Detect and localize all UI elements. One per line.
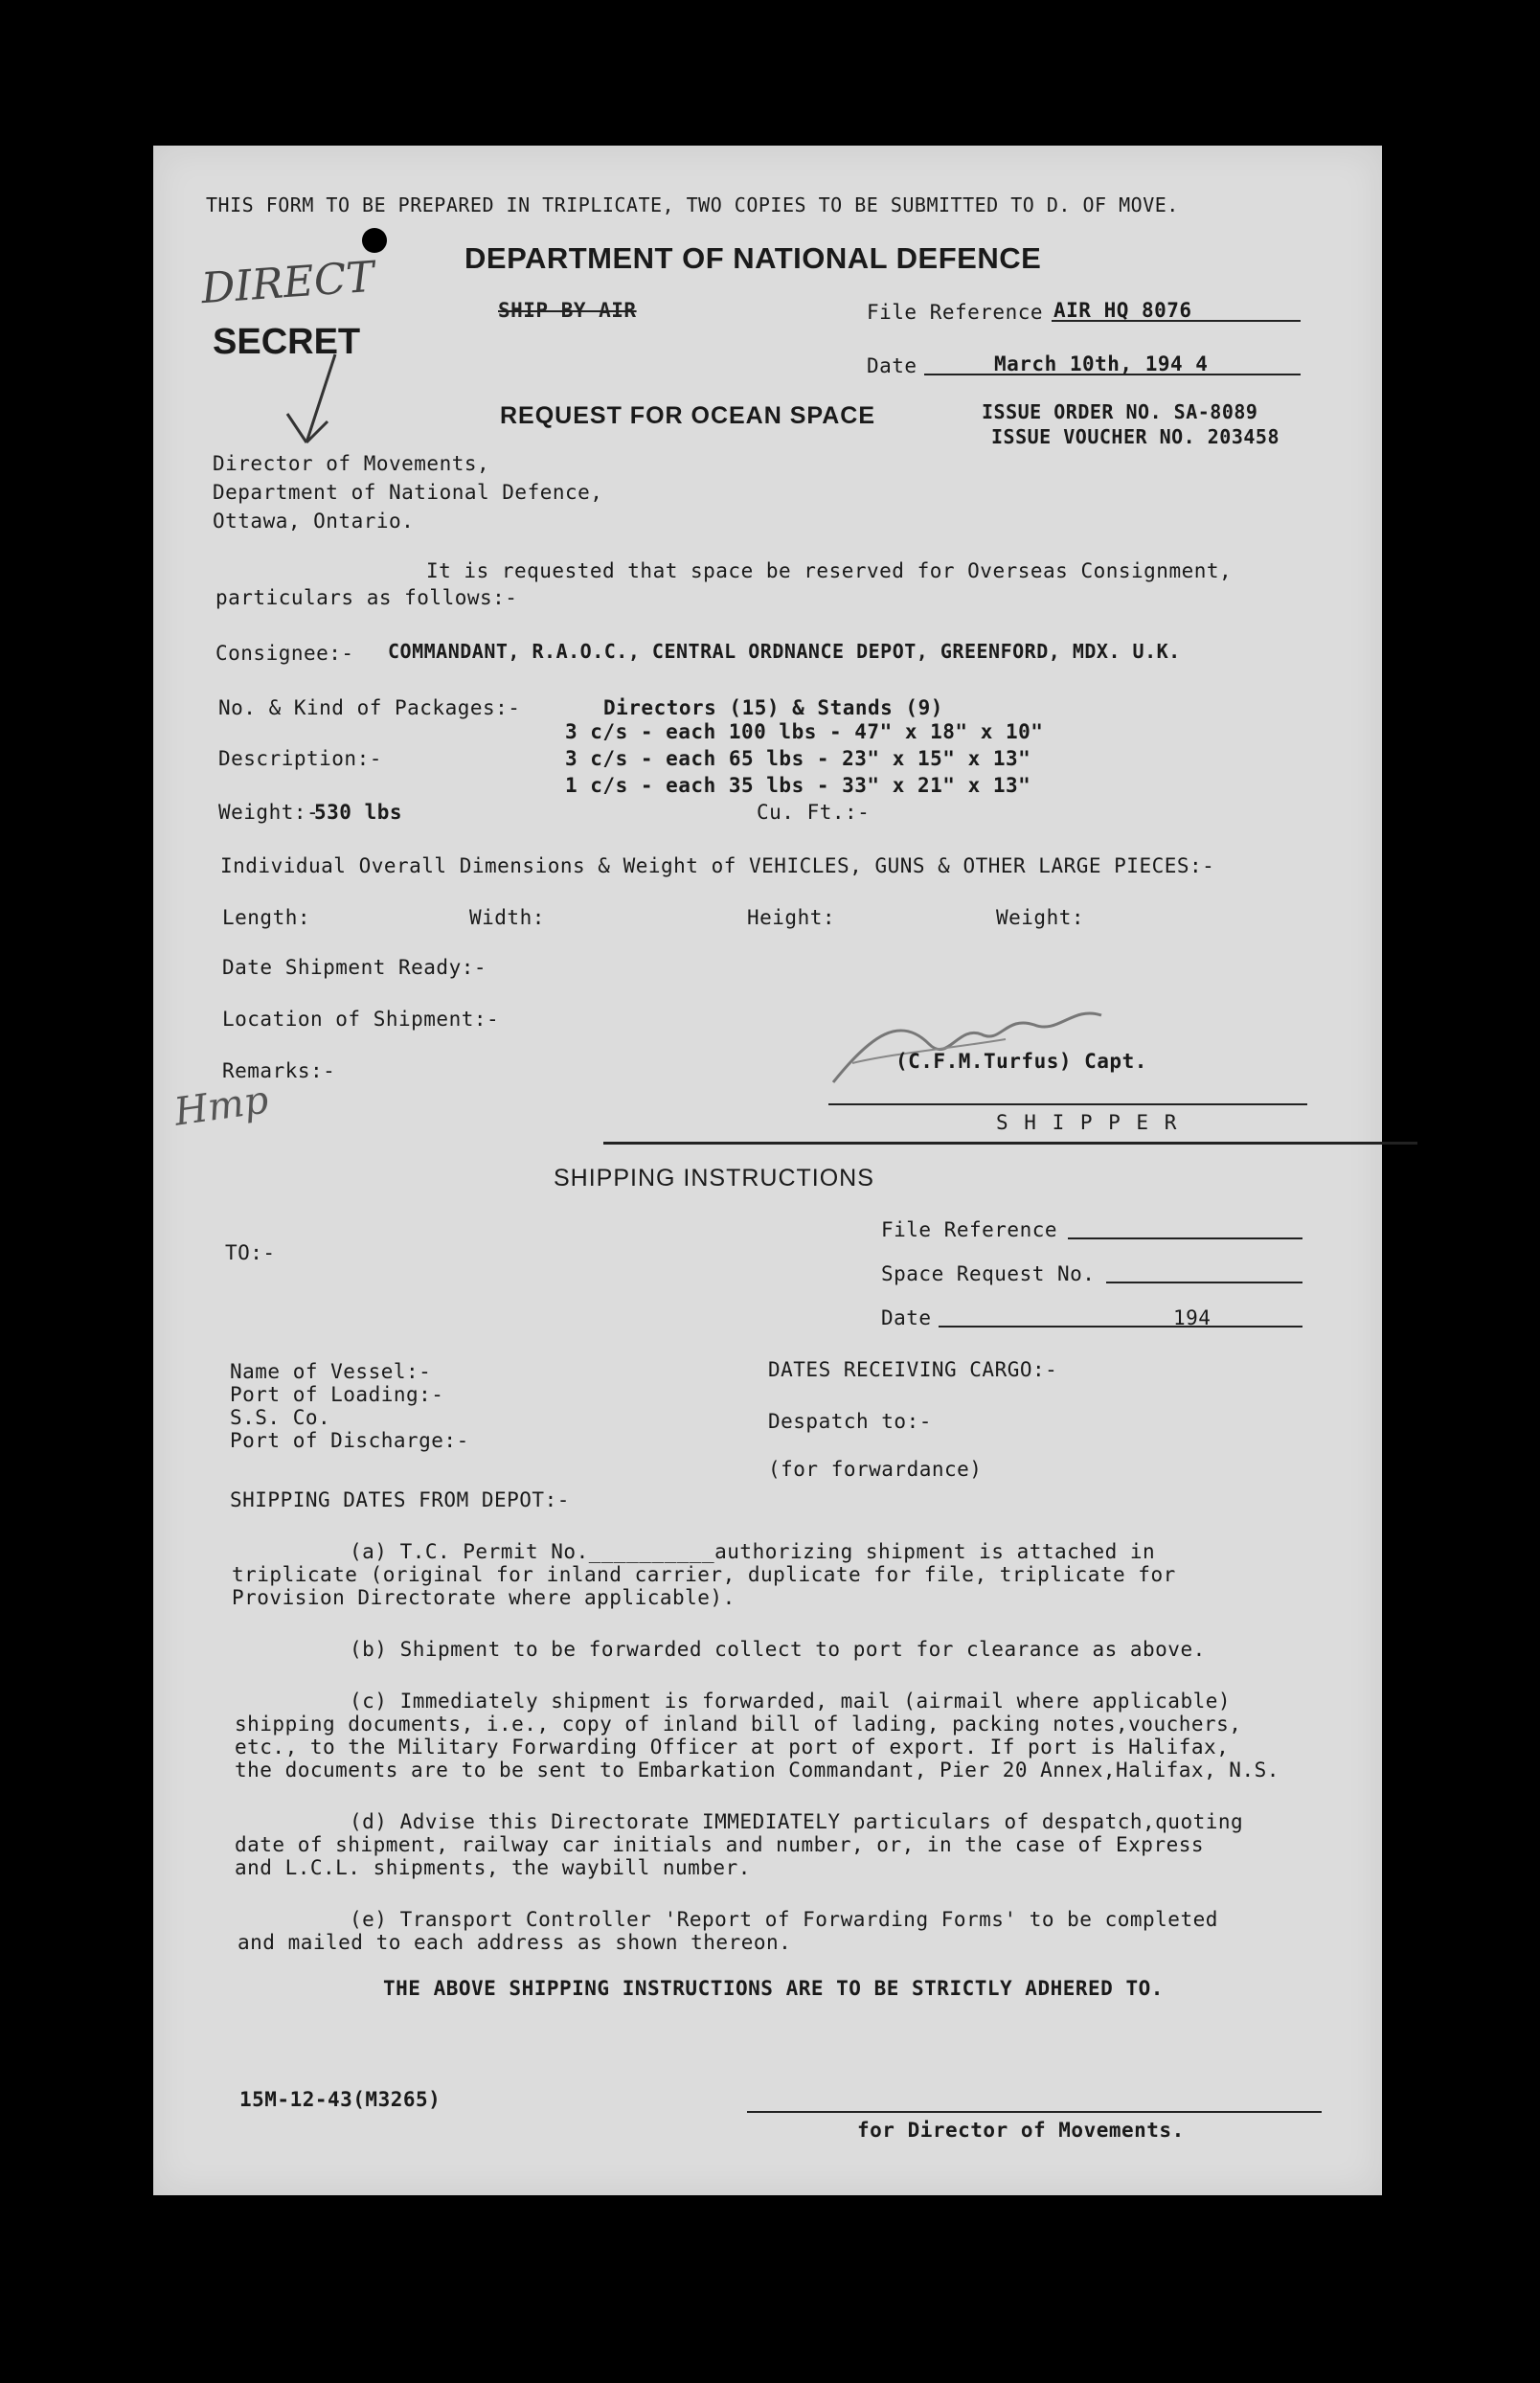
para-c-line-3: etc., to the Military Forwarding Officer at port of export. If port is Halifax, xyxy=(235,1736,1230,1759)
ship-by-air: SHIP BY AIR xyxy=(498,299,637,322)
shipper-signature-line xyxy=(828,1103,1307,1105)
para-b-line-1: (b) Shipment to be forwarded collect to port for clearance as above. xyxy=(350,1638,1206,1661)
handwritten-arrow-icon xyxy=(268,347,354,462)
shipper-label: S H I P P E R xyxy=(996,1111,1179,1134)
port-discharge-label: Port of Discharge:- xyxy=(230,1429,469,1452)
file-reference-value: AIR HQ 8076 xyxy=(1053,299,1192,322)
para-d-line-2: date of shipment, railway car initials and number, or, in the case of Express xyxy=(235,1833,1205,1856)
vessel-label: Name of Vessel:- xyxy=(230,1360,432,1383)
weight-value: 530 lbs xyxy=(314,801,403,824)
case-line-2: 3 c/s - each 65 lbs - 23" x 15" x 13" xyxy=(565,747,1031,770)
handwritten-initials: Hmp xyxy=(171,1078,272,1135)
request-intro-1: It is requested that space be reserved for Overseas Consignment, xyxy=(426,559,1233,582)
port-loading-label: Port of Loading:- xyxy=(230,1383,444,1406)
si-date-year: 194 xyxy=(1173,1306,1212,1329)
para-a-line-1: (a) T.C. Permit No.__________authorizing shipment is attached in xyxy=(350,1540,1156,1563)
height-label: Height: xyxy=(747,906,836,929)
location-label: Location of Shipment:- xyxy=(222,1008,500,1031)
packages-label: No. & Kind of Packages:- xyxy=(218,696,521,719)
length-label: Length: xyxy=(222,906,311,929)
form-instruction: THIS FORM TO BE PREPARED IN TRIPLICATE, TWO COPIES TO BE SUBMITTED TO D. OF MOVE. xyxy=(206,193,1179,216)
para-c-line-1: (c) Immediately shipment is forwarded, mail (airmail where applicable) xyxy=(350,1690,1232,1713)
request-title: REQUEST FOR OCEAN SPACE xyxy=(500,402,876,429)
space-request-label: Space Request No. xyxy=(881,1262,1096,1285)
si-date-label: Date xyxy=(881,1306,932,1329)
si-file-reference-label: File Reference xyxy=(881,1218,1058,1241)
para-c-line-4: the documents are to be sent to Embarkation Commandant, Pier 20 Annex,Halifax, N.S. xyxy=(235,1759,1280,1782)
department-title: DEPARTMENT OF NATIONAL DEFENCE xyxy=(464,241,1042,275)
case-line-1: 3 c/s - each 100 lbs - 47" x 18" x 10" xyxy=(565,720,1044,743)
addressee-line-2: Department of National Defence, xyxy=(213,481,603,504)
date-ready-label: Date Shipment Ready:- xyxy=(222,956,487,979)
para-e-line-2: and mailed to each address as shown thereon. xyxy=(238,1931,792,1954)
para-a-line-3: Provision Directorate where applicable). xyxy=(232,1586,736,1609)
shipper-name: (C.F.M.Turfus) Capt. xyxy=(895,1050,1147,1073)
punch-hole-dot xyxy=(362,228,387,253)
para-c-line-2: shipping documents, i.e., copy of inland bill of lading, packing notes,vouchers, xyxy=(235,1713,1242,1736)
closing-statement: THE ABOVE SHIPPING INSTRUCTIONS ARE TO BE STRICTLY ADHERED TO. xyxy=(383,1977,1164,2000)
addressee-line-3: Ottawa, Ontario. xyxy=(213,510,415,533)
para-e-line-1: (e) Transport Controller 'Report of Forwarding Forms' to be completed xyxy=(350,1908,1218,1931)
shipper-signature xyxy=(814,996,1140,1101)
si-date-line xyxy=(939,1326,1302,1328)
section-divider xyxy=(603,1142,1417,1145)
consignee-value: COMMANDANT, R.A.O.C., CENTRAL ORDNANCE DEPOT, GREENFORD, MDX. U.K. xyxy=(388,640,1181,663)
ss-co-label: S.S. Co. xyxy=(230,1406,331,1429)
para-d-line-1: (d) Advise this Directorate IMMEDIATELY particulars of despatch,quoting xyxy=(350,1810,1244,1833)
width-label: Width: xyxy=(469,906,545,929)
shipping-dates-label: SHIPPING DATES FROM DEPOT:- xyxy=(230,1488,570,1511)
director-signature-line xyxy=(747,2111,1322,2113)
individual-dimensions-label: Individual Overall Dimensions & Weight of VEHICLES, GUNS & OTHER LARGE PIECES:- xyxy=(220,854,1215,877)
to-label: TO:- xyxy=(225,1241,276,1264)
cuft-label: Cu. Ft.:- xyxy=(757,801,871,824)
form-number: 15M-12-43(M3265) xyxy=(239,2088,442,2111)
form-page xyxy=(153,146,1382,2195)
issue-order: ISSUE ORDER NO. SA-8089 xyxy=(982,400,1258,423)
para-d-line-3: and L.C.L. shipments, the waybill number. xyxy=(235,1856,751,1879)
issue-voucher: ISSUE VOUCHER NO. 203458 xyxy=(991,425,1280,448)
director-signoff: for Director of Movements. xyxy=(857,2119,1185,2142)
packages-value: Directors (15) & Stands (9) xyxy=(603,696,943,719)
consignee-label: Consignee:- xyxy=(215,642,354,665)
space-request-line xyxy=(1106,1282,1302,1283)
request-intro-2: particulars as follows:- xyxy=(215,586,518,609)
shipping-instructions-title: SHIPPING INSTRUCTIONS xyxy=(554,1165,874,1192)
secret-stamp: SECRET xyxy=(213,322,361,362)
despatch-label: Despatch to:- xyxy=(768,1410,932,1433)
si-file-reference-line xyxy=(1068,1237,1302,1239)
remarks-label: Remarks:- xyxy=(222,1059,336,1082)
date-value: March 10th, 194 4 xyxy=(994,352,1209,375)
file-reference-label: File Reference xyxy=(867,301,1044,324)
weight-label: Weight:- xyxy=(218,801,320,824)
case-line-3: 1 c/s - each 35 lbs - 33" x 21" x 13" xyxy=(565,774,1031,797)
date-label: Date xyxy=(867,354,917,377)
description-label: Description:- xyxy=(218,747,382,770)
forwardance-label: (for forwardance) xyxy=(768,1458,983,1481)
dates-receiving-label: DATES RECEIVING CARGO:- xyxy=(768,1358,1058,1381)
addressee-line-1: Director of Movements, xyxy=(213,452,490,475)
weight2-label: Weight: xyxy=(996,906,1085,929)
handwritten-direct: DIRECT xyxy=(199,252,376,314)
para-a-line-2: triplicate (original for inland carrier, duplicate for file, triplicate for xyxy=(232,1563,1176,1586)
